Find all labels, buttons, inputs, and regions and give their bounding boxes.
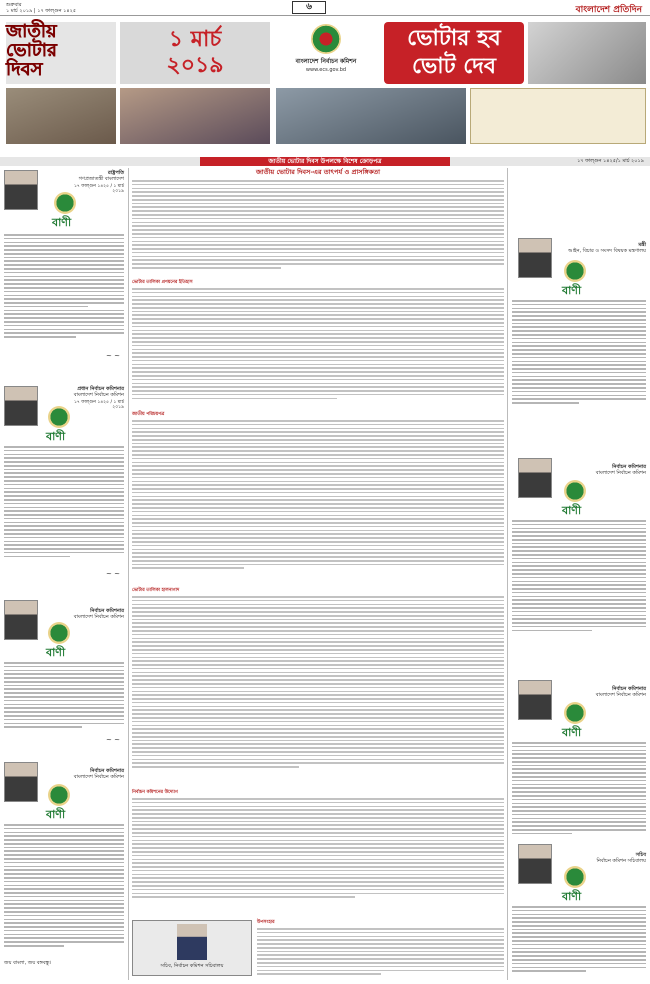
right-column <box>512 168 646 980</box>
bani-label: বাণী <box>46 808 66 821</box>
bani-emblem-icon <box>48 622 70 644</box>
org-name: বাংলাদেশ নির্বাচন কমিশন <box>295 58 357 65</box>
author-sub: বাংলাদেশ নির্বাচন কমিশন <box>73 614 124 620</box>
message-author <box>556 242 646 254</box>
section-heading: ভোটার তালিকা প্রণয়নের ইতিহাস <box>132 280 193 285</box>
election-commission-logo-block <box>276 22 376 84</box>
portrait-cec <box>4 386 38 426</box>
middle-column <box>128 168 508 980</box>
message-body <box>4 234 124 340</box>
message-author <box>556 686 646 698</box>
banner-title-top: জাতীয় <box>6 21 57 42</box>
bani-label: বাণী <box>562 726 582 739</box>
author-sub: বাংলাদেশ নির্বাচন কমিশন <box>595 470 646 476</box>
closing-line: জয় বাংলা, জয় বঙ্গবন্ধু। <box>4 960 52 966</box>
article-body <box>132 596 504 770</box>
author-role: নির্বাচন কমিশনার <box>612 686 646 692</box>
banner-date-year: ২০১৯ <box>166 52 224 78</box>
slogan-box <box>384 22 524 84</box>
author-sub: বাংলাদেশ নির্বাচন কমিশন <box>73 392 124 398</box>
message-president <box>4 168 124 368</box>
message-author <box>44 170 124 182</box>
article-body <box>257 928 504 977</box>
author-sub: আইন, বিচার ও সংসদ বিষয়ক মন্ত্রণালয় <box>568 248 646 254</box>
voters-photo-1 <box>6 88 116 144</box>
election-commission-seal-icon <box>311 24 341 54</box>
author-role: নির্বাচন কমিশনার <box>612 464 646 470</box>
message-secretary <box>512 844 646 980</box>
page-header <box>0 0 650 16</box>
page-number: ৬ <box>292 1 326 14</box>
portrait-commissioner-2 <box>4 762 38 802</box>
message-commissioner-4 <box>512 680 646 856</box>
author-sub: বাংলাদেশ নির্বাচন কমিশন <box>73 774 124 780</box>
newspaper-brand: বাংলাদেশ প্রতিদিন <box>575 5 642 15</box>
message-body <box>512 520 646 633</box>
slogan-line-2: ভোট দেব <box>411 53 497 79</box>
message-commissioner-3 <box>512 458 646 658</box>
supplement-strip <box>0 157 650 166</box>
portrait-commissioner-1 <box>4 600 38 640</box>
author-role: মন্ত্রী <box>638 242 646 248</box>
portrait-commissioner-4 <box>518 680 552 720</box>
message-author <box>44 608 124 620</box>
banner-date-day: ১ মার্চ <box>168 26 222 52</box>
bani-emblem-icon <box>564 866 586 888</box>
message-body <box>4 662 124 730</box>
slogan-line-1: ভোটার হব <box>407 25 501 51</box>
portrait-secretary <box>177 924 207 960</box>
secretary-ad-box <box>132 920 252 976</box>
author-role: সচিব <box>635 852 646 858</box>
banner-date <box>120 22 270 84</box>
message-law-minister <box>512 238 646 428</box>
signature-president: ~ ~ <box>106 352 120 360</box>
article-section-3 <box>132 412 504 418</box>
supplement-title: জাতীয় ভোটার দিবস উপলক্ষে বিশেষ ক্রোড়পত্র <box>200 157 450 166</box>
message-body <box>4 824 124 949</box>
section-heading: জাতীয় পরিচয়পত্র <box>132 412 165 417</box>
banner-title-bottom: দিবস <box>6 59 43 80</box>
message-body <box>512 742 646 837</box>
signature-cec: ~ ~ <box>106 570 120 578</box>
author-sub: নির্বাচন কমিশন সচিবালয় <box>596 858 646 864</box>
author-role: প্রধান নির্বাচন কমিশনার <box>77 386 124 392</box>
portrait-law-minister <box>518 238 552 278</box>
bani-label: বাণী <box>562 890 582 903</box>
message-commissioner-1 <box>4 598 124 748</box>
article-body <box>132 288 504 401</box>
bani-emblem-icon <box>564 702 586 724</box>
portrait-secretary-right <box>518 844 552 884</box>
bani-label: বাণী <box>562 504 582 517</box>
bani-emblem-icon <box>48 784 70 806</box>
voters-photo-3 <box>276 88 466 144</box>
author-role: নির্বাচন কমিশনার <box>90 608 124 614</box>
header-date <box>6 2 76 14</box>
author-sub: বাংলাদেশ নির্বাচন কমিশন <box>595 692 646 698</box>
message-body <box>4 446 124 559</box>
article-section-5 <box>132 790 504 796</box>
bani-emblem-icon <box>48 406 70 428</box>
header-date-line: ১ মার্চ ২০১৯ | ১৭ ফাল্গুন ১৪২৫ <box>6 8 77 14</box>
portrait-president <box>4 170 38 210</box>
article-body <box>132 180 504 271</box>
message-date: ১৭ ফাল্গুন ১৪২৫ / ১ মার্চ ২০১৯ <box>74 400 124 410</box>
article-section-2 <box>132 280 504 286</box>
header-day: শুক্রবার <box>6 2 22 8</box>
message-body <box>512 906 646 974</box>
ballot-boxes-photo <box>528 22 646 84</box>
bani-label: বাণী <box>52 216 72 229</box>
author-role: রাষ্ট্রপতি <box>108 170 124 176</box>
message-author <box>44 768 124 780</box>
bani-label: বাণী <box>46 646 66 659</box>
message-commissioner-2 <box>4 760 124 970</box>
bani-emblem-icon <box>564 260 586 282</box>
message-author <box>44 386 124 398</box>
article-title: জাতীয় ভোটার দিবস-এর তাৎপর্য ও প্রাসঙ্গিকতা <box>255 168 381 176</box>
article-section-4 <box>132 588 504 594</box>
message-cec <box>4 380 124 580</box>
bani-emblem-icon <box>564 480 586 502</box>
section-heading: উপসংহার <box>257 920 275 925</box>
banner-title <box>6 22 116 84</box>
org-url: www.ecs.gov.bd <box>305 67 347 73</box>
voters-photo-2 <box>120 88 270 144</box>
article-section-6 <box>257 920 504 926</box>
bani-label: বাণী <box>562 284 582 297</box>
section-heading: নির্বাচন কমিশনের উদ্যোগ <box>132 790 178 795</box>
supplement-date: ১৭ ফাল্গুন ১৪২৫/১ মার্চ ২০১৯ <box>577 158 644 164</box>
message-body <box>512 300 646 406</box>
section-heading: ভোটার তালিকা হালনাগাদ <box>132 588 180 593</box>
message-date: ১৭ ফাল্গুন ১৪২৫ / ১ মার্চ ২০১৯ <box>74 184 124 194</box>
author-role: নির্বাচন কমিশনার <box>90 768 124 774</box>
portrait-commissioner-3 <box>518 458 552 498</box>
supplement-banner <box>0 18 650 156</box>
bani-emblem-icon <box>54 192 76 214</box>
article-body <box>132 798 504 900</box>
message-author <box>556 852 646 864</box>
bani-label: বাণী <box>46 430 66 443</box>
national-id-card-image <box>470 88 646 144</box>
author-sub: গণপ্রজাতন্ত্রী বাংলাদেশ <box>78 176 124 182</box>
banner-title-mid: ভোটার <box>6 40 57 61</box>
signature-commissioner-1: ~ ~ <box>106 736 120 744</box>
article-body <box>132 420 504 571</box>
ad-caption: সচিব, নির্বাচন কমিশন সচিবালয় <box>160 963 224 969</box>
message-author <box>556 464 646 476</box>
left-column <box>4 168 124 980</box>
